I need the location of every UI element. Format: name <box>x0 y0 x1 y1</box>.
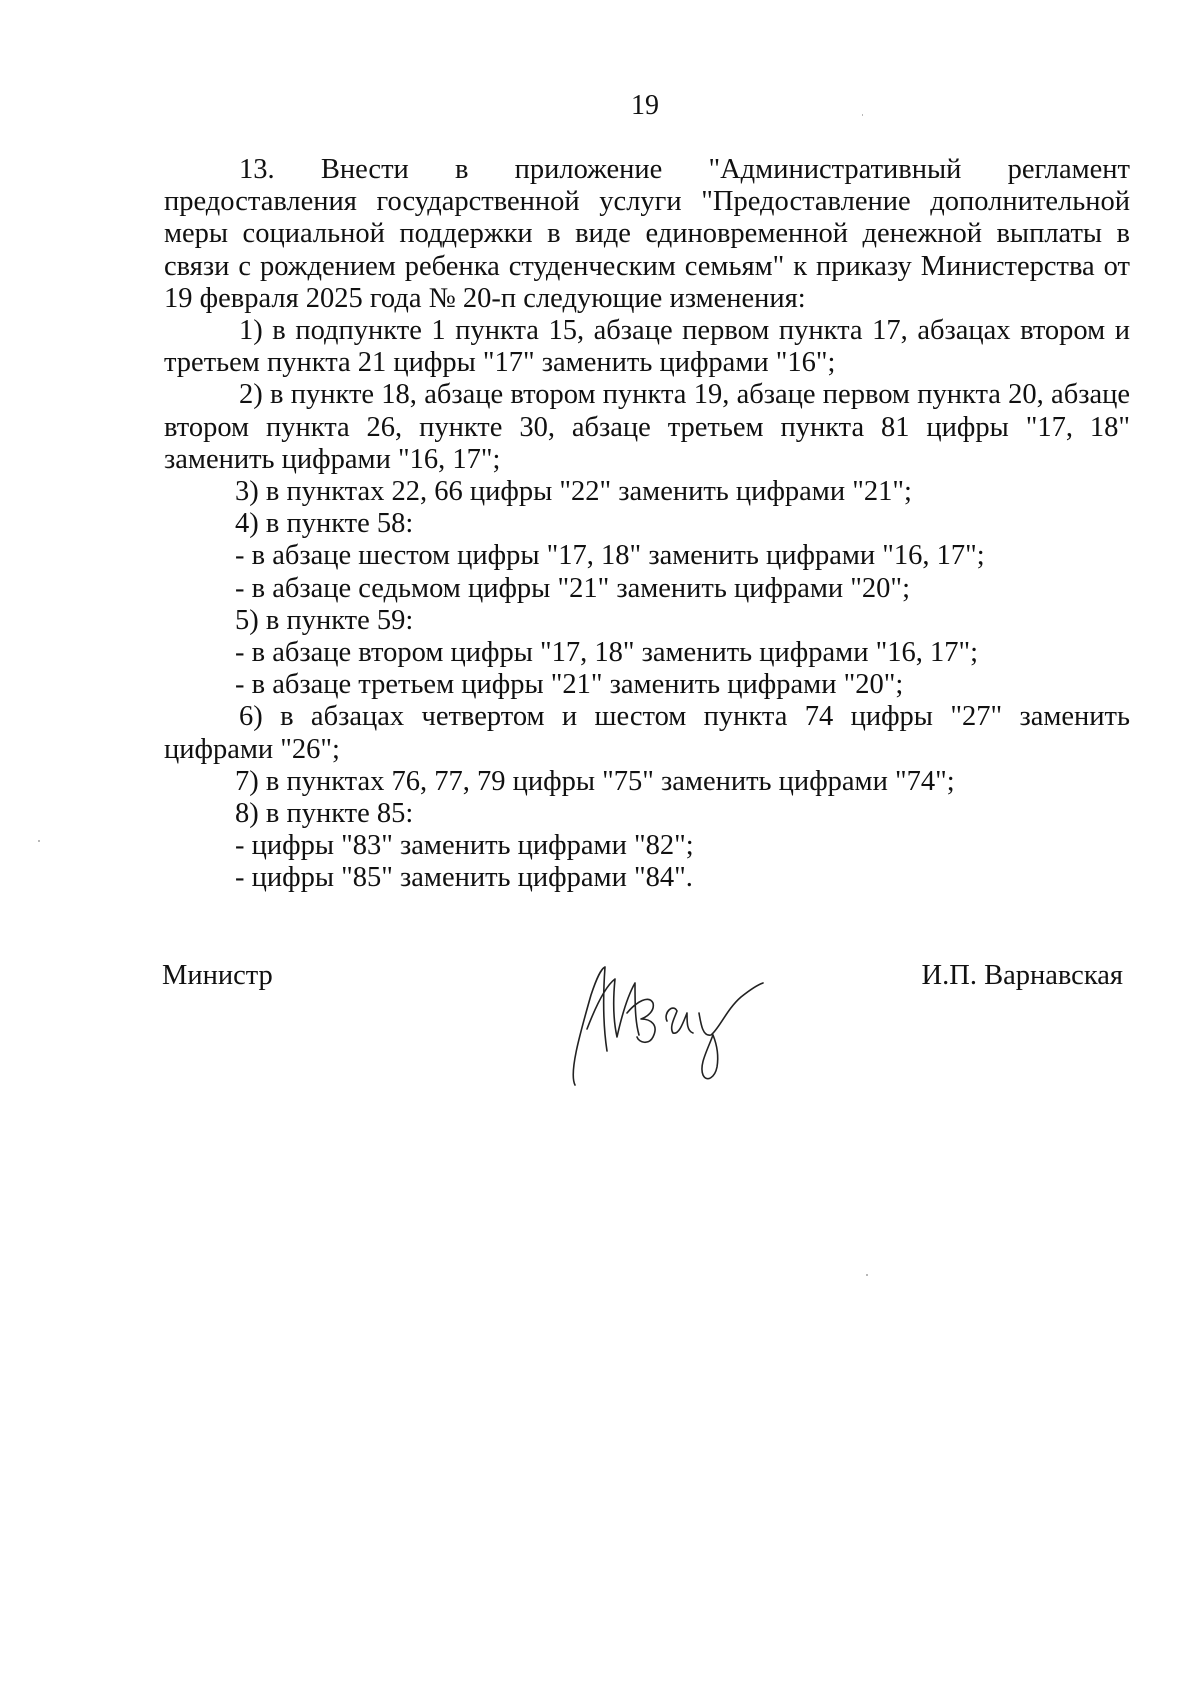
amendment-8-sub-1: - цифры "83" заменить цифрами "82"; <box>235 830 694 862</box>
amendment-8: 8) в пункте 85: <box>235 798 414 830</box>
paragraph-item-13: 13. Внести в приложение "Административный регламент предоставления государственной услуги "Предоставление дополнительной меры социальной поддержки в виде единовременной денежной выплаты в связи с рождением ребенка студенческим семьям" к приказу Министерства от 19 февраля 2025 года № 20-п следующие изменения: <box>164 154 1130 314</box>
page-number: 19 <box>631 90 659 121</box>
amendment-2: 2) в пункте 18, абзаце втором пункта 19, абзаце первом пункта 20, абзаце втором пункта 26, пункте 30, абзаце третьем пункта 81 цифры "17, 18" заменить цифрами "16, 17"; <box>164 379 1130 475</box>
amendment-4: 4) в пункте 58: <box>235 508 414 540</box>
amendment-5-sub-2: - в абзаце третьем цифры "21" заменить цифрами "20"; <box>235 669 904 701</box>
scan-speck <box>862 114 863 116</box>
signatory-title: Министр <box>162 960 273 991</box>
scan-speck <box>866 1274 868 1276</box>
amendment-6: 6) в абзацах четвертом и шестом пункта 74 цифры "27" заменить цифрами "26"; <box>164 701 1130 765</box>
scan-speck <box>38 840 40 842</box>
amendment-4-sub-2: - в абзаце седьмом цифры "21" заменить цифрами "20"; <box>235 572 910 604</box>
amendment-7: 7) в пунктах 76, 77, 79 цифры "75" заменить цифрами "74"; <box>235 765 955 797</box>
amendment-4-sub-1: - в абзаце шестом цифры "17, 18" заменить цифрами "16, 17"; <box>235 540 985 572</box>
amendment-5: 5) в пункте 59: <box>235 604 414 636</box>
amendment-3: 3) в пунктах 22, 66 цифры "22" заменить цифрами "21"; <box>235 476 912 508</box>
amendment-5-sub-1: - в абзаце втором цифры "17, 18" заменить цифрами "16, 17"; <box>235 637 979 669</box>
amendment-8-sub-2: - цифры "85" заменить цифрами "84". <box>235 862 693 894</box>
document-body <box>164 154 1130 895</box>
handwritten-signature <box>563 955 783 1090</box>
signatory-name: И.П. Варнавская <box>921 960 1123 991</box>
amendment-1: 1) в подпункте 1 пункта 15, абзаце первом пункта 17, абзацах втором и третьем пункта 21 цифры "17" заменить цифрами "16"; <box>164 315 1130 379</box>
